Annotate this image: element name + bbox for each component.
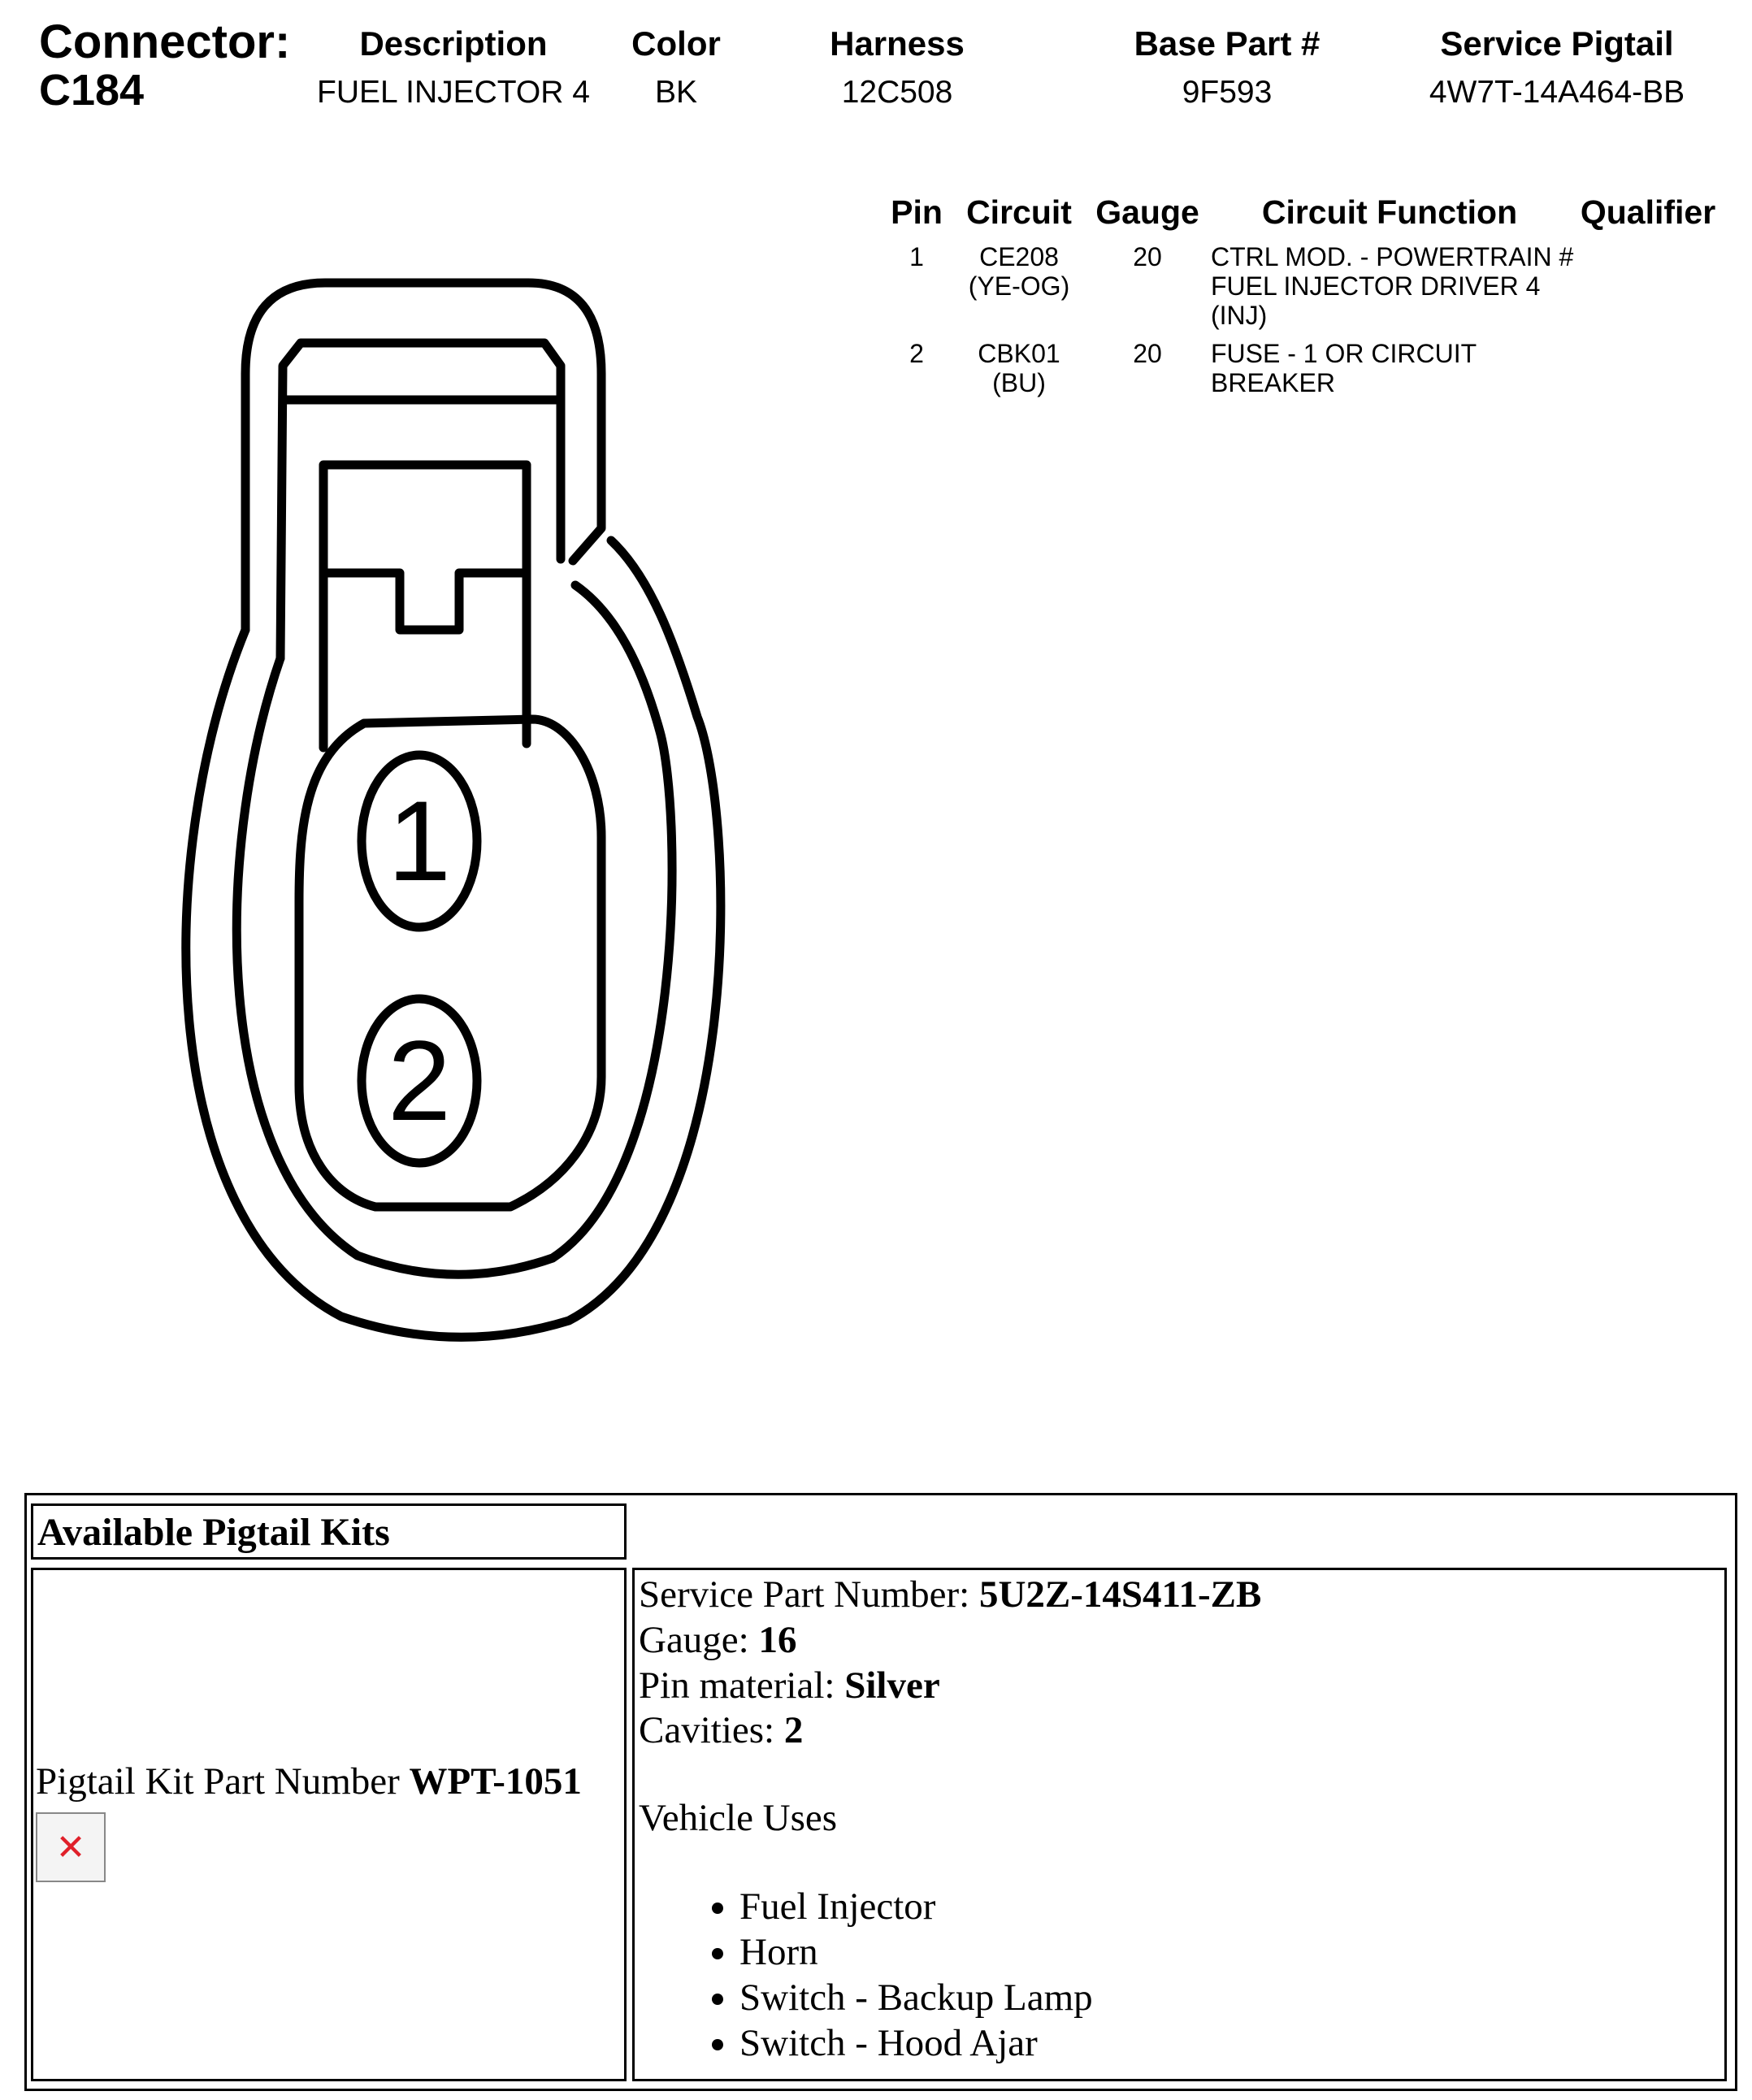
base-part-value: 9F593 <box>1182 75 1273 110</box>
gauge-value: 16 <box>758 1619 797 1661</box>
connector-lock-notch <box>323 573 527 630</box>
color-value: BK <box>654 75 698 110</box>
pigtail-kit-label: Pigtail Kit Part Number <box>36 1760 410 1803</box>
harness-value: 12C508 <box>841 75 953 110</box>
description-header: Description <box>359 24 548 63</box>
cavities-value: 2 <box>783 1709 804 1751</box>
pin-row-1-function: CTRL MOD. - POWERTRAIN # FUEL INJECTOR DRIVER 4 (INJ) <box>1211 242 1574 330</box>
pigtail-kits-title: Available Pigtail Kits <box>37 1511 390 1554</box>
pin-table-header-circuit: Circuit <box>966 193 1072 231</box>
connector-label: Connector: <box>39 15 291 68</box>
pin-1-label: 1 <box>388 777 451 905</box>
pigtail-kit-part-number <box>36 1759 582 1803</box>
pigtail-kit-cell <box>31 1568 627 2081</box>
pin-row-1-pin: 1 <box>909 242 924 271</box>
pin-material-line <box>639 1664 940 1707</box>
connector-lock-tab <box>323 465 527 748</box>
gauge-line <box>639 1618 796 1662</box>
list-item: • Switch - Backup Lamp <box>739 1975 1093 2020</box>
connector-latch-housing <box>245 283 601 630</box>
service-part-value: 5U2Z-14S411-ZB <box>978 1573 1262 1616</box>
cavities-label: Cavities: <box>639 1709 784 1751</box>
service-part-label: Service Part Number: <box>639 1573 979 1616</box>
base-part-header: Base Part # <box>1134 24 1321 63</box>
description-value: FUEL INJECTOR 4 <box>317 75 590 110</box>
connector-face-diagram <box>0 0 813 1398</box>
pin-material-label: Pin material: <box>639 1664 845 1707</box>
pin-material-value: Silver <box>844 1664 940 1707</box>
pin-table-header-qualifier: Qualifier <box>1580 193 1716 231</box>
pin-2-label: 2 <box>388 1017 451 1144</box>
vehicle-uses-title: Vehicle Uses <box>639 1797 838 1839</box>
connector-outer-shell <box>186 540 721 1337</box>
list-item: • Horn <box>739 1929 1093 1975</box>
service-pigtail-value: 4W7T-14A464-BB <box>1429 75 1685 110</box>
pin-row-1-circuit: CE208 (YE-OG) <box>968 242 1070 301</box>
pin-table-header-pin: Pin <box>891 193 943 231</box>
pigtail-kit-number: WPT-1051 <box>409 1760 582 1803</box>
harness-header: Harness <box>830 24 965 63</box>
pin-row-2-pin: 2 <box>909 339 924 368</box>
vehicle-uses-list <box>691 1884 1093 2066</box>
color-header: Color <box>631 24 721 63</box>
service-pigtail-header: Service Pigtail <box>1440 24 1674 63</box>
pin-table-header-circuit-function: Circuit Function <box>1261 193 1518 231</box>
cavities-line <box>639 1708 803 1752</box>
connector-id: C184 <box>39 66 145 115</box>
pin-row-1-gauge: 20 <box>1133 242 1162 271</box>
pin-row-2-circuit: CBK01 (BU) <box>978 339 1060 397</box>
broken-image-icon[interactable]: ✕ <box>36 1812 106 1882</box>
service-part-number-line <box>639 1573 1261 1616</box>
pin-row-2-function: FUSE - 1 OR CIRCUIT BREAKER <box>1211 339 1477 397</box>
gauge-label: Gauge: <box>639 1619 759 1661</box>
pin-row-2-gauge: 20 <box>1133 339 1162 368</box>
list-item: • Switch - Hood Ajar <box>739 2020 1093 2066</box>
pin-table-header-gauge: Gauge <box>1095 193 1199 231</box>
list-item: • Fuel Injector <box>739 1884 1093 1929</box>
